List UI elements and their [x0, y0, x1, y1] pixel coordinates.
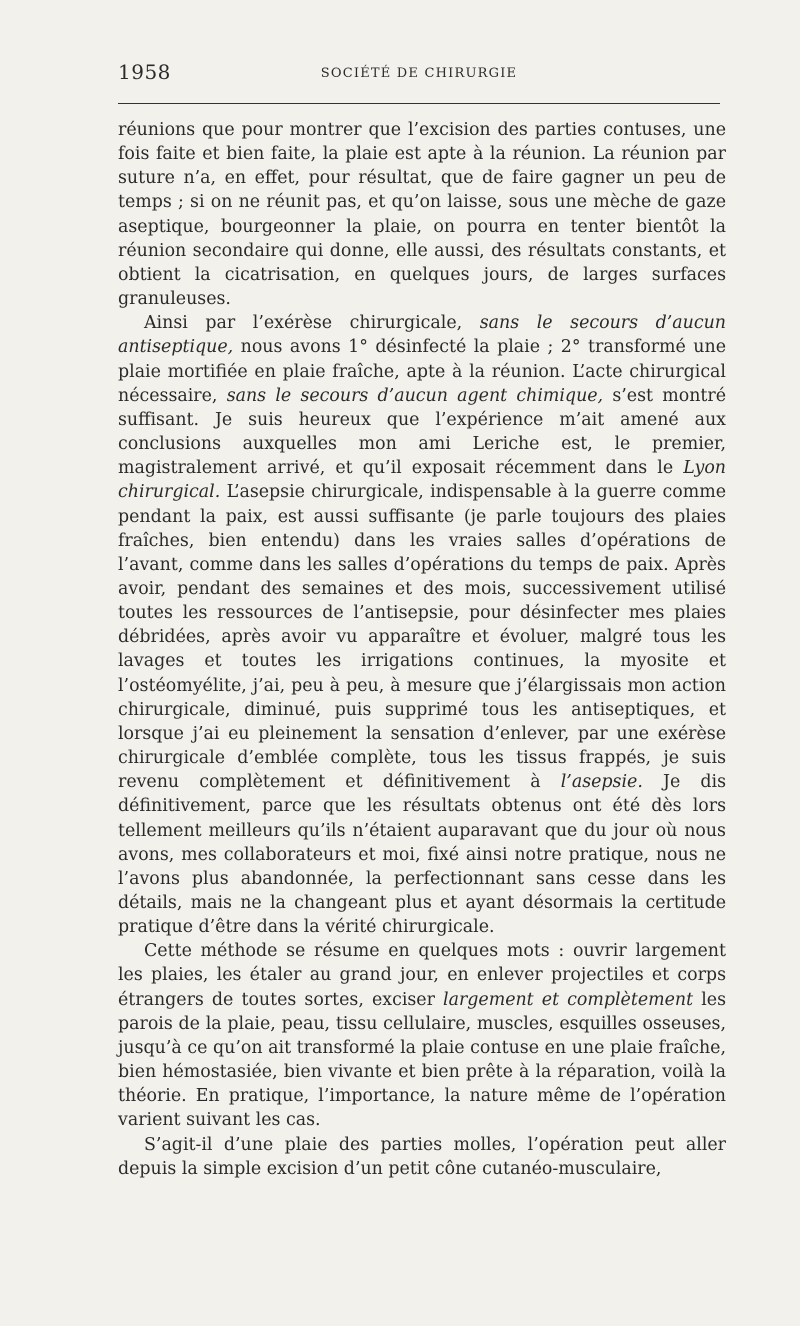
text-run: s’est montré suffisant. Je suis heureux que l’expérience m’ait amené aux conclusions auxquelles mon ami Leriche est, le premier, magistralement arrivé, et qu’il exposait récemment dans le	[118, 385, 726, 479]
text-run: nous avons 1° désinfecté la plaie ; 2° transformé une plaie mortifiée en plaie fraîche, apte à la réunion. L’acte chirurgical nécessaire,	[118, 337, 726, 406]
page-number: 1958	[118, 60, 171, 84]
italic-run: l’asepsie.	[560, 772, 643, 793]
paragraph-1: réunions que pour montrer que l’excision des parties contuses, une fois faite et bien faite, la plaie est apte à la réunion. La réunion par suture n’a, en effet, pour résultat, que de faire gagner un peu de temps ; si on ne réunit pas, et qu’on laisse, sous une mèche de gaze aseptique, bourgeonner la plaie, on pourra en tenter bientôt la réunion secondaire qui donne, elle aussi, des résultats constants, et obtient la cicatrisation, en quelques jours, de larges surfaces granuleuses.	[118, 120, 726, 310]
page-header	[118, 60, 720, 90]
italic-run: largement et complètement	[443, 989, 694, 1010]
text-run: Ainsi par l’exérèse chirurgicale,	[144, 313, 463, 334]
running-title: SOCIÉTÉ DE CHIRURGIE	[320, 66, 518, 81]
paragraph-4: S’agit-il d’une plaie des parties molles, l’opération peut aller depuis la simple excision d’un petit cône cutanéo-musculaire,	[118, 1134, 726, 1179]
italic-run: sans le secours d’aucun agent chimique,	[226, 385, 604, 406]
paragraph-2	[118, 311, 726, 939]
text-run: les parois de la plaie, peau, tissu cellulaire, muscles, esquilles osseuses, jusqu’à ce qu’on ait transformé la plaie contuse en une plaie fraîche, bien hémostasiée, bien vivante et bien prête à la réparation, voilà la théorie. En pratique, l’importance, la nature même de l’opération varient suivant les cas.	[118, 989, 726, 1131]
text-run: L’asepsie chirurgicale, indispensable à la guerre comme pendant la paix, est aussi suffisante (je parle toujours des plaies fraîches, bien entendu) dans les vraies salles d’opérations de l’avant, comme dans les salles d’opérations du temps de paix. Après avoir, pendant des semaines et des mois, successivement utilisé toutes les ressources de l’antisepsie, pour désinfecter mes plaies débridées, après avoir vu apparaître et évoluer, malgré tous les lavages et toutes les irrigations continues, la myosite et l’ostéomyélite, j’ai, peu à peu, à mesure que j’élargissais mon action chirurgicale, diminué, puis supprimé tous les antiseptiques, et lorsque j’ai eu pleinement la sensation d’enlever, par une exérèse chirurgicale d’emblée complète, tous les tissus frappés, je suis revenu complètement et définitivement à	[118, 482, 726, 793]
italic-run: Lyon chirurgical.	[118, 458, 726, 503]
paragraph-3	[118, 939, 726, 1132]
text-run: Cette méthode se résume en quelques mots : ouvrir largement les plaies, les étaler au grand jour, en enlever projectiles et corps étrangers de toutes sortes, exciser	[118, 941, 726, 1010]
text-body	[118, 118, 726, 1181]
header-rule	[118, 103, 720, 104]
italic-run: sans le secours d’aucun antiseptique,	[118, 313, 726, 358]
text-run: Je dis définitivement, parce que les résultats obtenus ont été dès lors tellement meilleurs qu’ils n’étaient auparavant que du jour où nous avons, mes collaborateurs et moi, fixé ainsi notre pratique, nous ne l’avons plus abandonnée, la perfectionnant sans cesse dans les détails, mais ne la changeant plus et ayant désormais la certitude pratique d’être dans la vérité chirurgicale.	[118, 772, 727, 938]
